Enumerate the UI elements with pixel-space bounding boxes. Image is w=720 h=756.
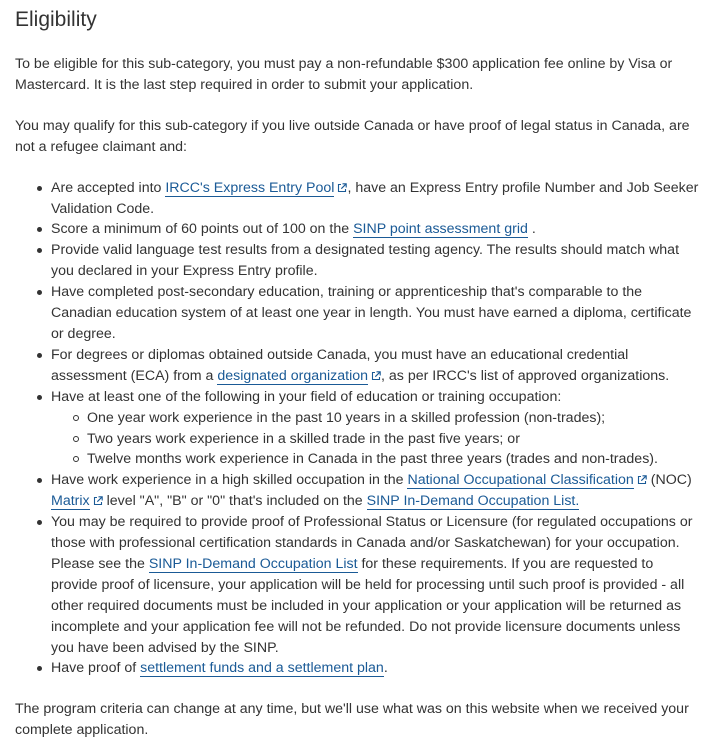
page-title: Eligibility bbox=[15, 8, 97, 31]
list-item: Have at least one of the following in your field of education or training occupation: One year work experience in the past 10 years in a skilled profession (non-trades); Two years work experience in a skilled trade in the past five years; or Twelve months work experience in Canada in the past three years (trades and non-trades). bbox=[51, 387, 702, 471]
fee-paragraph: To be eligible for this sub-category, you must pay a non-refundable $300 application fee online by Visa or Mastercard. It is the last step required in order to submit your application. bbox=[15, 56, 673, 93]
express-entry-pool-link[interactable]: IRCC's Express Entry Pool bbox=[165, 179, 335, 196]
noc-link[interactable]: National Occupational Classification bbox=[407, 472, 634, 489]
eligibility-criteria-list bbox=[15, 178, 702, 680]
work-experience-sublist bbox=[51, 408, 702, 471]
list-item: Score a minimum of 60 points out of 100 on the SINP point assessment grid . bbox=[51, 219, 702, 240]
noc-matrix-link[interactable]: Matrix bbox=[51, 493, 90, 510]
list-item: Have work experience in a high skilled occupation in the National Occupational Classification (NOC) Matrix level "A", "B" or "0" that's included on the SINP In-Demand Occupation List. bbox=[51, 470, 702, 512]
designated-organization-link[interactable]: designated organization bbox=[217, 367, 369, 384]
list-item: You may be required to provide proof of Professional Status or Licensure (for regulated occupations or those with professional certification standards in Canada and/or Saskatchewan) for your occupation. Please see the SINP In-Demand Occupation List for these requirements. If you are requested to provide proof of licensure, your application will be held for processing until such proof is provided - all other required documents must be included in your application or your application will be returned as incomplete and your application fee will not be refunded. Do not provide licensure documents unless you have been advised by the SINP. bbox=[51, 512, 702, 658]
list-item: Have completed post-secondary education, training or apprenticeship that's comparable to the Canadian education system of at least one year in length. You must have earned a diploma, certificate or degree. bbox=[51, 282, 702, 345]
in-demand-occupation-list-link[interactable]: SINP In-Demand Occupation List bbox=[148, 555, 358, 572]
list-item: For degrees or diplomas obtained outside Canada, you must have an educational credential assessment (ECA) from a designated organization , as per IRCC's list of approved organizations. bbox=[51, 345, 702, 387]
in-demand-occupation-list-link[interactable]: SINP In-Demand Occupation List. bbox=[366, 493, 580, 510]
list-item: Have proof of settlement funds and a settlement plan. bbox=[51, 658, 702, 679]
sub-list-item: Twelve months work experience in Canada in the past three years (trades and non-trades). bbox=[87, 449, 702, 470]
external-link-icon bbox=[371, 371, 381, 381]
qualify-paragraph: You may qualify for this sub-category if you live outside Canada or have proof of legal status in Canada, are not a refugee claimant and: bbox=[15, 117, 690, 155]
settlement-funds-link[interactable]: settlement funds and a settlement plan bbox=[140, 660, 384, 677]
list-item: Provide valid language test results from a designated testing agency. The results should match what you declared in your Express Entry profile. bbox=[51, 240, 702, 282]
point-assessment-grid-link[interactable]: SINP point assessment grid bbox=[353, 221, 528, 238]
external-link-icon bbox=[637, 475, 647, 485]
list-item: Are accepted into IRCC's Express Entry Pool , have an Express Entry profile Number and Job Seeker Validation Code. bbox=[51, 178, 702, 220]
closing-paragraph: The program criteria can change at any time, but we'll use what was on this website when we received your complete application. bbox=[15, 701, 689, 739]
sub-list-item: One year work experience in the past 10 years in a skilled profession (non-trades); bbox=[87, 408, 702, 429]
external-link-icon bbox=[93, 496, 103, 506]
external-link-icon bbox=[337, 183, 347, 193]
sub-list-item: Two years work experience in a skilled trade in the past five years; or bbox=[87, 429, 702, 450]
